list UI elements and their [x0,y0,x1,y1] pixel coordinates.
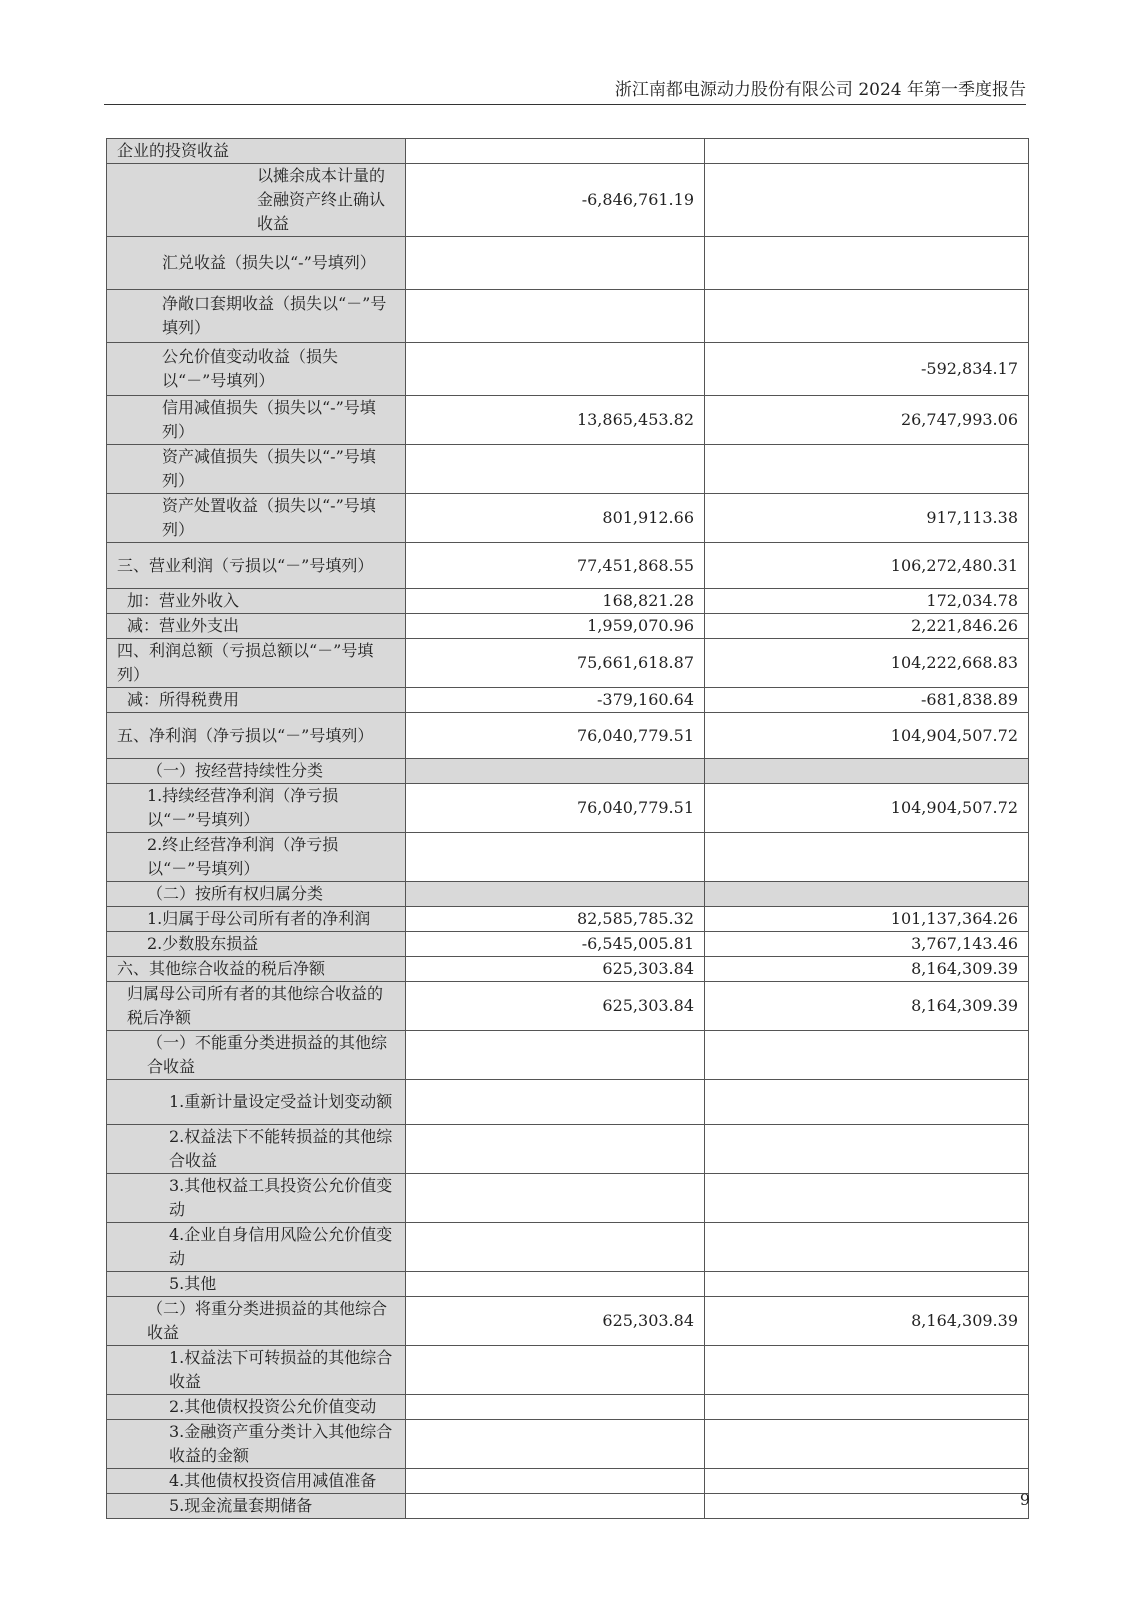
row-label: （一）不能重分类进损益的其他综合收益 [107,1031,406,1080]
current-period-value: 168,821.28 [406,589,705,614]
table-row [107,1031,1029,1080]
prior-period-value [705,1125,1029,1174]
prior-period-value [705,1395,1029,1420]
row-label: 四、利润总额（亏损总额以“－”号填列） [107,639,406,688]
current-period-value: 75,661,618.87 [406,639,705,688]
current-period-value [406,1223,705,1272]
current-period-value [406,445,705,494]
prior-period-value [705,1223,1029,1272]
row-label: 归属母公司所有者的其他综合收益的税后净额 [107,982,406,1031]
row-label: （二）按所有权归属分类 [107,882,406,907]
current-period-value [406,1420,705,1469]
current-period-value: 82,585,785.32 [406,907,705,932]
report-header [104,76,1026,105]
row-label: 2.权益法下不能转损益的其他综合收益 [107,1125,406,1174]
current-period-value: 625,303.84 [406,982,705,1031]
prior-period-value: 101,137,364.26 [705,907,1029,932]
table-row [107,237,1029,290]
table-row [107,589,1029,614]
row-label: 5.其他 [107,1272,406,1297]
table-row [107,396,1029,445]
row-label: 1.归属于母公司所有者的净利润 [107,907,406,932]
current-period-value: 625,303.84 [406,1297,705,1346]
current-period-value [406,1272,705,1297]
current-period-value: 77,451,868.55 [406,543,705,589]
current-period-value [406,1174,705,1223]
prior-period-value [705,1031,1029,1080]
row-label: 2.少数股东损益 [107,932,406,957]
current-period-value [406,759,705,784]
current-period-value [406,882,705,907]
row-label: 3.其他权益工具投资公允价值变动 [107,1174,406,1223]
row-label: 减：营业外支出 [107,614,406,639]
table-row [107,1420,1029,1469]
prior-period-value [705,164,1029,237]
row-label: 2.其他债权投资公允价值变动 [107,1395,406,1420]
row-label: 4.企业自身信用风险公允价值变动 [107,1223,406,1272]
table-row [107,1297,1029,1346]
current-period-value: 76,040,779.51 [406,713,705,759]
row-label: 减：所得税费用 [107,688,406,713]
table-row [107,543,1029,589]
current-period-value: -6,545,005.81 [406,932,705,957]
current-period-value: 76,040,779.51 [406,784,705,833]
row-label: 3.金融资产重分类计入其他综合收益的金额 [107,1420,406,1469]
prior-period-value [705,445,1029,494]
row-label: 汇兑收益（损失以“-”号填列） [107,237,406,290]
table-row [107,1395,1029,1420]
prior-period-value [705,1346,1029,1395]
prior-period-value [705,1174,1029,1223]
table-row [107,164,1029,237]
table-row [107,445,1029,494]
table-row [107,639,1029,688]
prior-period-value [705,139,1029,164]
table-row [107,957,1029,982]
prior-period-value [705,290,1029,343]
prior-period-value: 8,164,309.39 [705,982,1029,1031]
row-label: 4.其他债权投资信用减值准备 [107,1469,406,1494]
table-row [107,1272,1029,1297]
current-period-value [406,237,705,290]
prior-period-value: 104,904,507.72 [705,713,1029,759]
table-row [107,982,1029,1031]
table-row [107,833,1029,882]
prior-period-value [705,1420,1029,1469]
current-period-value [406,290,705,343]
prior-period-value: 2,221,846.26 [705,614,1029,639]
current-period-value: 801,912.66 [406,494,705,543]
table-row [107,1469,1029,1494]
section-row [107,759,1029,784]
prior-period-value [705,1469,1029,1494]
current-period-value [406,1080,705,1125]
table-row [107,688,1029,713]
prior-period-value: 3,767,143.46 [705,932,1029,957]
row-label: 以摊余成本计量的金融资产终止确认收益 [107,164,406,237]
table-row [107,932,1029,957]
page-number: 9 [1019,1490,1030,1509]
prior-period-value: 26,747,993.06 [705,396,1029,445]
prior-period-value: -592,834.17 [705,343,1029,396]
prior-period-value [705,237,1029,290]
current-period-value [406,1395,705,1420]
table-row [107,1494,1029,1519]
table-row [107,343,1029,396]
income-statement-table [106,138,1029,1519]
row-label: 资产处置收益（损失以“-”号填列） [107,494,406,543]
row-label: 1.权益法下可转损益的其他综合收益 [107,1346,406,1395]
row-label: （二）将重分类进损益的其他综合收益 [107,1297,406,1346]
prior-period-value [705,1272,1029,1297]
row-label: 1.持续经营净利润（净亏损以“－”号填列） [107,784,406,833]
table-row [107,614,1029,639]
current-period-value [406,1494,705,1519]
prior-period-value [705,1080,1029,1125]
current-period-value [406,1346,705,1395]
prior-period-value [705,1494,1029,1519]
table-row [107,784,1029,833]
report-title: 浙江南都电源动力股份有限公司 2024 年第一季度报告 [614,80,1026,100]
row-label: 信用减值损失（损失以“-”号填列） [107,396,406,445]
table-row [107,1346,1029,1395]
row-label: 1.重新计量设定受益计划变动额 [107,1080,406,1125]
table-row [107,1223,1029,1272]
row-label: 资产减值损失（损失以“-”号填列） [107,445,406,494]
row-label: 净敞口套期收益（损失以“－”号填列） [107,290,406,343]
current-period-value [406,343,705,396]
row-label: 企业的投资收益 [107,139,406,164]
table-row [107,713,1029,759]
row-label: 三、营业利润（亏损以“－”号填列） [107,543,406,589]
prior-period-value [705,882,1029,907]
row-label: （一）按经营持续性分类 [107,759,406,784]
row-label: 公允价值变动收益（损失以“－”号填列） [107,343,406,396]
table-row [107,1125,1029,1174]
current-period-value [406,139,705,164]
row-label: 六、其他综合收益的税后净额 [107,957,406,982]
prior-period-value: -681,838.89 [705,688,1029,713]
current-period-value [406,1031,705,1080]
row-label: 5.现金流量套期储备 [107,1494,406,1519]
current-period-value: -379,160.64 [406,688,705,713]
row-label: 五、净利润（净亏损以“－”号填列） [107,713,406,759]
row-label: 加：营业外收入 [107,589,406,614]
prior-period-value: 172,034.78 [705,589,1029,614]
prior-period-value: 8,164,309.39 [705,1297,1029,1346]
prior-period-value: 8,164,309.39 [705,957,1029,982]
table-row [107,494,1029,543]
table-row [107,1174,1029,1223]
current-period-value [406,1125,705,1174]
current-period-value: 13,865,453.82 [406,396,705,445]
table-row [107,1080,1029,1125]
current-period-value [406,833,705,882]
row-label: 2.终止经营净利润（净亏损以“－”号填列） [107,833,406,882]
prior-period-value: 106,272,480.31 [705,543,1029,589]
prior-period-value [705,759,1029,784]
prior-period-value: 917,113.38 [705,494,1029,543]
current-period-value: 1,959,070.96 [406,614,705,639]
table-row [107,290,1029,343]
current-period-value: -6,846,761.19 [406,164,705,237]
prior-period-value: 104,222,668.83 [705,639,1029,688]
current-period-value [406,1469,705,1494]
prior-period-value: 104,904,507.72 [705,784,1029,833]
table-row [107,139,1029,164]
section-row [107,882,1029,907]
current-period-value: 625,303.84 [406,957,705,982]
prior-period-value [705,833,1029,882]
table-row [107,907,1029,932]
